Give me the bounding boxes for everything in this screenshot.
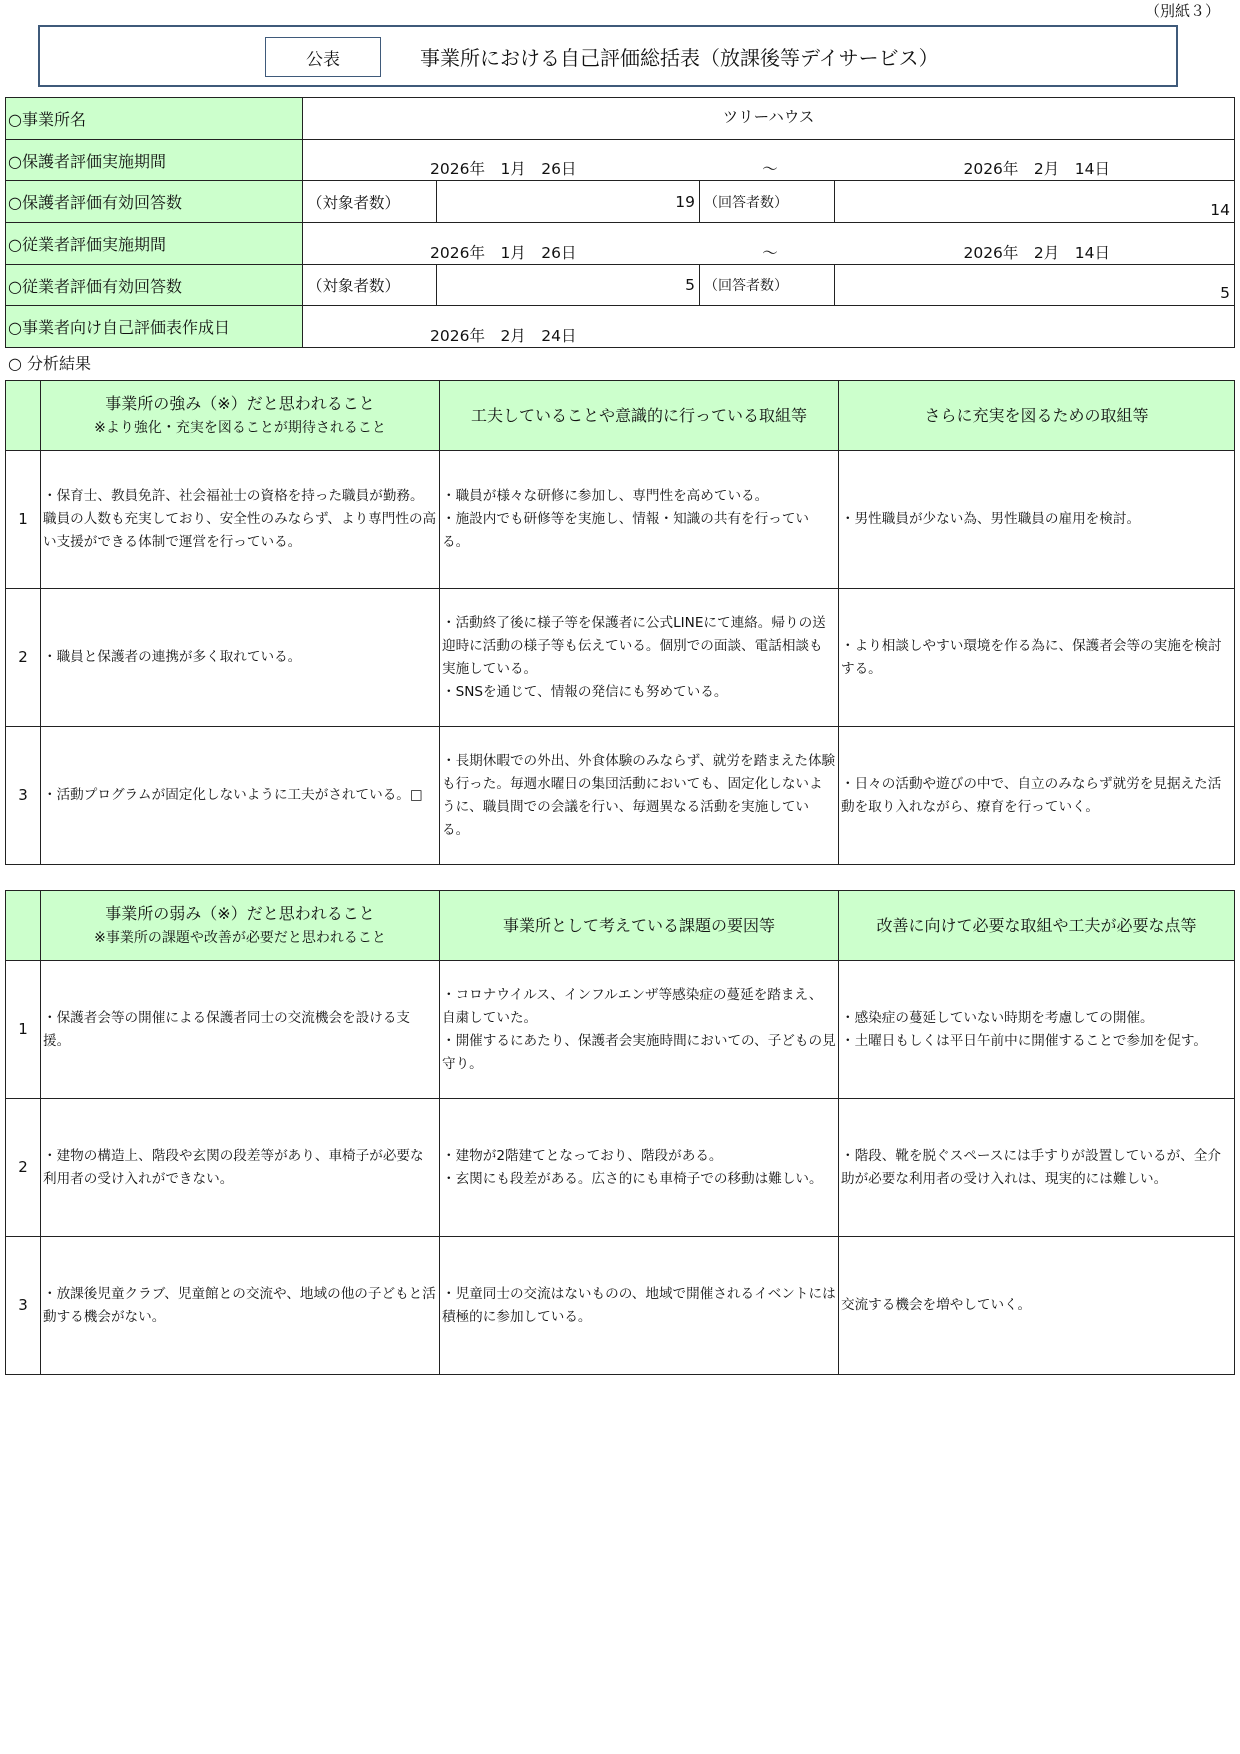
improvement-cell	[839, 1237, 1235, 1375]
weaknesses-header-col3: 改善に向けて必要な取組や工夫が必要な点等	[839, 891, 1235, 961]
public-badge: 公表	[265, 37, 381, 77]
weaknesses-header-empty	[6, 891, 41, 961]
staff-period-sep: ～	[762, 243, 778, 262]
row-number: 2	[6, 1099, 41, 1237]
table-row	[6, 1237, 1235, 1375]
staff-period-start: 2026年 1月 26日	[430, 243, 577, 262]
cause-text: ・児童同士の交流はないものの、地域で開催されるイベントには積極的に参加している。	[442, 1285, 836, 1325]
enhancement-text: ・男性職員が少ない為、男性職員の雇用を検討。	[841, 511, 1141, 527]
effort-text: ・施設内でも研修等を実施し、情報・知識の共有を行っている。	[442, 511, 810, 550]
strengths-col1-title: 事業所の強み（※）だと思われること	[105, 393, 375, 413]
enhancement-cell	[839, 451, 1235, 589]
guardian-target-count: 19	[437, 181, 700, 223]
weakness-cell	[41, 961, 440, 1099]
improvement-text: ・土曜日もしくは平日午前中に開催することで参加を促す。	[841, 1032, 1207, 1049]
strength-cell	[41, 451, 440, 589]
cause-text: ・建物が2階建てとなっており、階段がある。	[442, 1147, 723, 1164]
weakness-text: ・放課後児童クラブ、児童館との交流や、地域の他の子どもと活動する機会がない。	[43, 1285, 436, 1325]
staff-period	[303, 223, 1235, 265]
analysis-section-label: ○ 分析結果	[8, 354, 92, 373]
strength-cell	[41, 589, 440, 727]
strengths-header-col2: 工夫していることや意識的に行っている取組等	[440, 381, 839, 451]
strengths-col1-note: ※より強化・充実を図ることが期待されること	[94, 419, 386, 436]
weaknesses-header-col1	[41, 891, 440, 961]
strength-cell	[41, 727, 440, 865]
strength-text: ・活動プログラムが固定化しないように工夫がされている。□	[43, 787, 423, 803]
guardian-count-label: ○保護者評価有効回答数	[6, 181, 303, 223]
staff-target-label: （対象者数）	[303, 264, 437, 306]
cause-text: ・開催するにあたり、保護者会実施時間においての、子どもの見守り。	[442, 1032, 836, 1072]
office-name: ツリーハウス	[303, 98, 1235, 140]
staff-target-count: 5	[437, 264, 700, 306]
office-name-label: ○事業所名	[6, 98, 303, 140]
weakness-text: ・建物の構造上、階段や玄関の段差等があり、車椅子が必要な利用者の受け入れができない。	[43, 1147, 424, 1187]
guardian-period-start: 2026年 1月 26日	[430, 160, 577, 179]
row-number: 1	[6, 451, 41, 589]
improvement-text: ・階段、靴を脱ぐスペースには手すりが設置しているが、全介助が必要な利用者の受け入れは、現実的には難しい。	[841, 1147, 1221, 1187]
weaknesses-header-col2: 事業所として考えている課題の要因等	[440, 891, 839, 961]
effort-text: ・長期休暇での外出、外食体験のみならず、就労を踏まえた体験も行った。毎週水曜日の集団活動においても、固定化しないように、職員間での会議を行い、毎週異なる活動を実施している。	[442, 752, 836, 838]
table-row	[6, 961, 1235, 1099]
cause-cell	[440, 1099, 839, 1237]
cause-cell	[440, 1237, 839, 1375]
guardian-resp-label: （回答者数）	[700, 181, 835, 223]
row-number: 2	[6, 589, 41, 727]
title-box	[38, 25, 1178, 87]
page-title: 事業所における自己評価総括表（放課後等デイサービス）	[420, 45, 939, 70]
row-number: 3	[6, 727, 41, 865]
effort-text: ・SNSを通じて、情報の発信にも努めている。	[442, 683, 728, 700]
created-date-label: ○事業者向け自己評価表作成日	[6, 306, 303, 348]
enhancement-cell	[839, 589, 1235, 727]
weaknesses-col1-title: 事業所の弱み（※）だと思われること	[105, 903, 375, 923]
improvement-text: ・感染症の蔓延していない時期を考慮しての開催。	[841, 1009, 1154, 1026]
row-number: 3	[6, 1237, 41, 1375]
table-row	[6, 451, 1235, 589]
staff-period-label: ○従業者評価実施期間	[6, 223, 303, 265]
guardian-period-sep: ～	[762, 160, 778, 179]
guardian-resp-count: 14	[835, 181, 1235, 223]
staff-resp-label: （回答者数）	[700, 264, 835, 306]
strength-text: ・保育士、教員免許、社会福祉士の資格を持った職員が勤務。職員の人数も充実しており、安全性のみならず、より専門性の高い支援ができる体制で運営を行っている。	[43, 488, 437, 550]
improvement-text: 交流する機会を増やしていく。	[841, 1297, 1032, 1313]
weakness-text: ・保護者会等の開催による保護者同士の交流機会を設ける支援。	[43, 1009, 411, 1049]
improvement-cell	[839, 1099, 1235, 1237]
info-table	[5, 97, 1235, 348]
staff-count-label: ○従業者評価有効回答数	[6, 264, 303, 306]
strengths-table	[5, 380, 1235, 865]
effort-text: ・活動終了後に様子等を保護者に公式LINEにて連絡。帰りの送迎時に活動の様子等も伝えている。個別での面談、電話相談も実施している。	[442, 614, 826, 677]
cause-text: ・玄関にも段差がある。広さ的にも車椅子での移動は難しい。	[442, 1170, 823, 1187]
guardian-period	[303, 139, 1235, 181]
staff-resp-count: 5	[835, 264, 1235, 306]
effort-text: ・職員が様々な研修に参加し、専門性を高めている。	[442, 488, 769, 504]
created-date: 2026年 2月 24日	[303, 306, 1235, 348]
table-row	[6, 727, 1235, 865]
guardian-period-label: ○保護者評価実施期間	[6, 139, 303, 181]
effort-cell	[440, 451, 839, 589]
enhancement-text: ・日々の活動や遊びの中で、自立のみならず就労を見据えた活動を取り入れながら、療育を行っていく。	[841, 775, 1222, 815]
row-number: 1	[6, 961, 41, 1099]
weaknesses-col1-note: ※事業所の課題や改善が必要だと思われること	[94, 929, 386, 946]
attachment-label: （別紙３）	[1144, 2, 1220, 20]
enhancement-cell	[839, 727, 1235, 865]
guardian-target-label: （対象者数）	[303, 181, 437, 223]
weaknesses-table	[5, 890, 1235, 1375]
strength-text: ・職員と保護者の連携が多く取れている。	[43, 649, 302, 665]
weakness-cell	[41, 1237, 440, 1375]
guardian-period-end: 2026年 2月 14日	[963, 160, 1111, 179]
effort-cell	[440, 727, 839, 865]
cause-cell	[440, 961, 839, 1099]
improvement-cell	[839, 961, 1235, 1099]
table-row	[6, 1099, 1235, 1237]
weakness-cell	[41, 1099, 440, 1237]
staff-period-end: 2026年 2月 14日	[963, 243, 1111, 262]
strengths-header-col3: さらに充実を図るための取組等	[839, 381, 1235, 451]
strengths-header-col1	[41, 381, 440, 451]
table-row	[6, 589, 1235, 727]
cause-text: ・コロナウイルス、インフルエンザ等感染症の蔓延を踏まえ、自粛していた。	[442, 986, 823, 1026]
enhancement-text: ・より相談しやすい環境を作る為に、保護者会等の実施を検討する。	[841, 637, 1222, 677]
effort-cell	[440, 589, 839, 727]
strengths-header-empty	[6, 381, 41, 451]
